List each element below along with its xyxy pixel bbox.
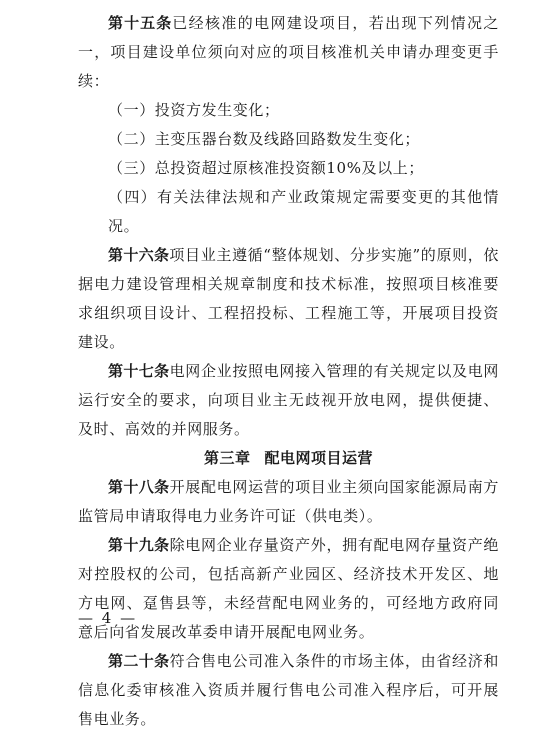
article-17-text: 电网企业按照电网接入管理的有关规定以及电网运行安全的要求，向项目业主无歧视开放电网，提供便捷、及时、高效的并网服务。	[78, 362, 500, 438]
article-16-label: 第十六条	[108, 246, 170, 264]
article-16	[78, 241, 499, 357]
article-15-label: 第十五条	[108, 14, 173, 32]
article-16-text: 项目业主遵循“整体规划、分步实施”的原则，依据电力建设管理相关规章制度和技术标准，按照项目核准要求组织项目设计、工程招投标、工程施工等，开展项目投资建设。	[78, 246, 499, 351]
article-15-item-4: （四）有关法律法规和产业政策规定需要变更的其他情况。	[108, 188, 499, 235]
article-15-item-3: （三）总投资超过原核准投资额10%及以上；	[108, 159, 424, 177]
article-15-text: 已经核准的电网建设项目，若出现下列情况之一，项目建设单位须向对应的项目核准机关申请办理变更手续：	[78, 14, 499, 90]
article-18	[78, 473, 499, 531]
article-18-text: 开展配电网运营的项目业主须向国家能源局南方监管局申请取得电力业务许可证（供电类）。	[78, 478, 500, 525]
chapter-heading	[78, 444, 499, 473]
article-19	[78, 531, 499, 647]
article-20	[78, 647, 499, 734]
article-20-label: 第二十条	[108, 652, 170, 670]
article-17-label: 第十七条	[108, 362, 170, 380]
article-15-item-1: （一）投资方发生变化；	[108, 101, 280, 119]
article-17	[78, 357, 499, 444]
page-number: — 4 —	[78, 609, 138, 627]
chapter-title: 配电网项目运营	[264, 449, 374, 467]
article-18-label: 第十八条	[108, 478, 170, 496]
chapter-number: 第三章	[203, 449, 251, 467]
article-20-text: 符合售电公司准入条件的市场主体，由省经济和信息化委审核准入资质并履行售电公司准入程序后，可开展售电业务。	[78, 652, 500, 728]
article-15	[78, 9, 499, 96]
article-19-label: 第十九条	[108, 536, 170, 554]
article-19-text: 除电网企业存量资产外，拥有配电网存量资产绝对控股权的公司，包括高新产业园区、经济技术开发区、地方电网、趸售县等，未经营配电网业务的，可经地方政府同意后向省发展改革委申请开展配电网业务。	[78, 536, 500, 641]
article-15-item-2: （二）主变压器台数及线路回路数发生变化；	[108, 130, 421, 148]
